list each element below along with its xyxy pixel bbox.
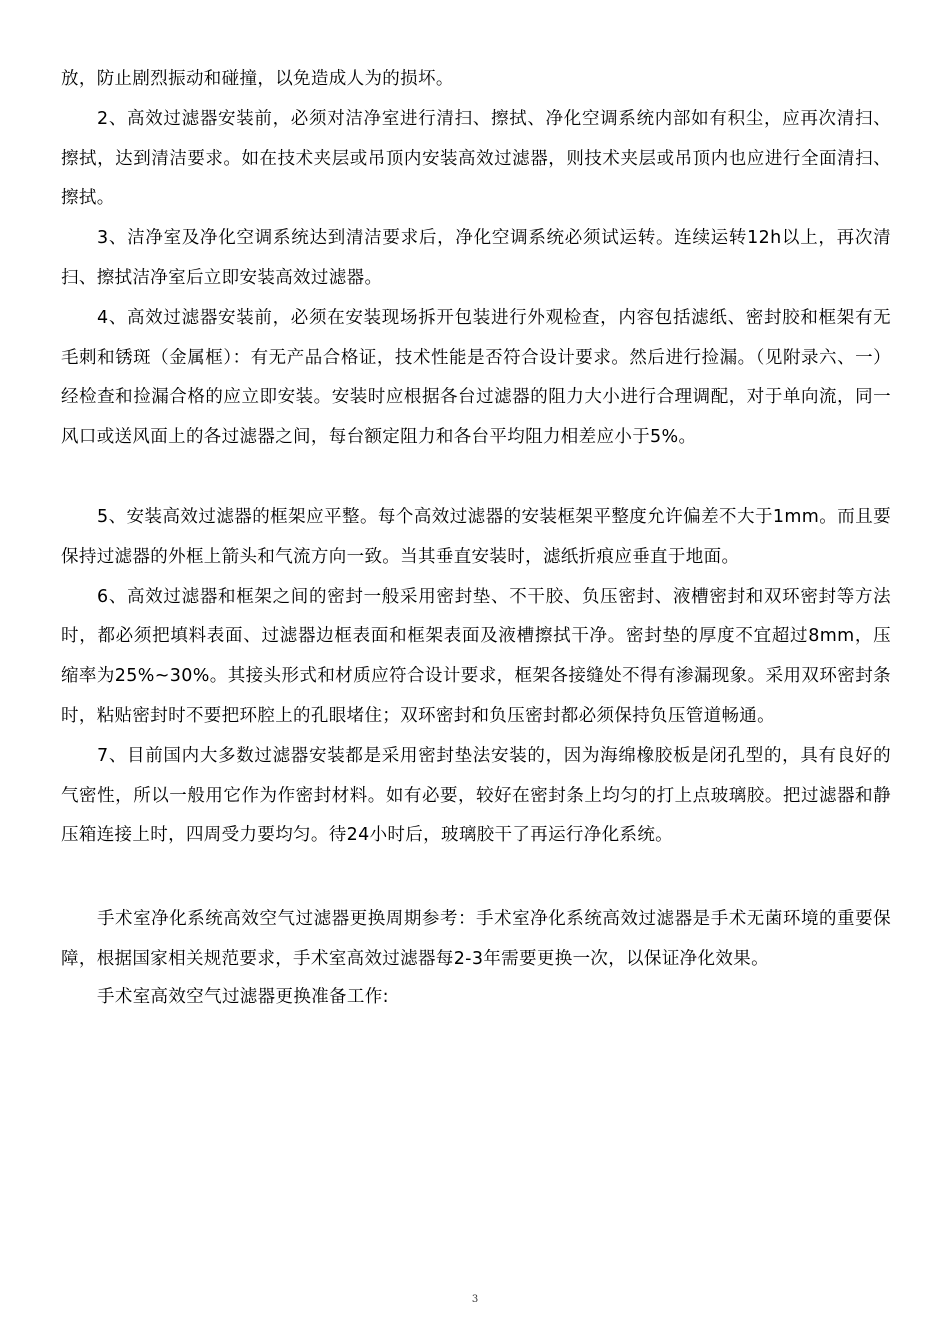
paragraph-item-4: 4、高效过滤器安装前，必须在安装现场拆开包装进行外观检查，内容包括滤纸、密封胶和框架有无毛刺和锈斑（金属框）：有无产品合格证，技术性能是否符合设计要求。然后进行捡漏。（见附录六、一）经检查和捡漏合格的应立即安装。安装时应根据各台过滤器的阻力大小进行合理调配，对于单向流，同一风口或送风面上的各过滤器之间，每台额定阻力和各台平均阻力相差应小于5%。 xyxy=(61,307,891,448)
paragraph-item-3: 3、洁净室及净化空调系统达到清洁要求后，净化空调系统必须试运转。连续运转12h以上，再次清扫、擦拭洁净室后立即安装高效过滤器。 xyxy=(61,228,891,288)
paragraph-continuation: 放，防止剧烈振动和碰撞，以免造成人为的损坏。 xyxy=(61,69,454,89)
paragraph-item-7: 7、目前国内大多数过滤器安装都是采用密封垫法安装的，因为海绵橡胶板是闭孔型的，具有良好的气密性，所以一般用它作为作密封材料。如有必要，较好在密封条上均匀的打上点玻璃胶。把过滤器和静压箱连接上时，四周受力要均匀。待24小时后，玻璃胶干了再运行净化系统。 xyxy=(61,745,891,846)
paragraph-item-6: 6、高效过滤器和框架之间的密封一般采用密封垫、不干胶、负压密封、液槽密封和双环密封等方法时，都必须把填料表面、过滤器边框表面和框架表面及液槽擦拭干净。密封垫的厚度不宜超过8mm，压缩率为25%~30%。其接头形式和材质应符合设计要求，框架各接缝处不得有渗漏现象。采用双环密封条时，粘贴密封时不要把环腔上的孔眼堵住；双环密封和负压密封都必须保持负压管道畅通。 xyxy=(61,586,891,726)
paragraph-item-5: 5、安装高效过滤器的框架应平整。每个高效过滤器的安装框架平整度允许偏差不大于1mm。而且要保持过滤器的外框上箭头和气流方向一致。当其垂直安装时，滤纸折痕应垂直于地面。 xyxy=(61,506,891,567)
paragraph-gap xyxy=(61,856,891,900)
paragraph-preparation-heading: 手术室高效空气过滤器更换准备工作: xyxy=(97,986,389,1007)
paragraph-item-2: 2、高效过滤器安装前，必须对洁净室进行清扫、擦拭、净化空调系统内部如有积尘，应再次清扫、擦拭，达到清洁要求。如在技术夹层或吊顶内安装高效过滤器，则技术夹层或吊顶内也应进行全面清扫、擦拭。 xyxy=(61,108,891,209)
page-number: 3 xyxy=(471,1294,479,1305)
paragraph-gap xyxy=(61,458,891,498)
document-body xyxy=(61,60,891,1014)
paragraph-replacement-cycle: 手术室净化系统高效空气过滤器更换周期参考：手术室净化系统高效过滤器是手术无菌环境的重要保障，根据国家相关规范要求，手术室高效过滤器每2-3年需要更换一次，以保证净化效果。 xyxy=(61,909,891,969)
